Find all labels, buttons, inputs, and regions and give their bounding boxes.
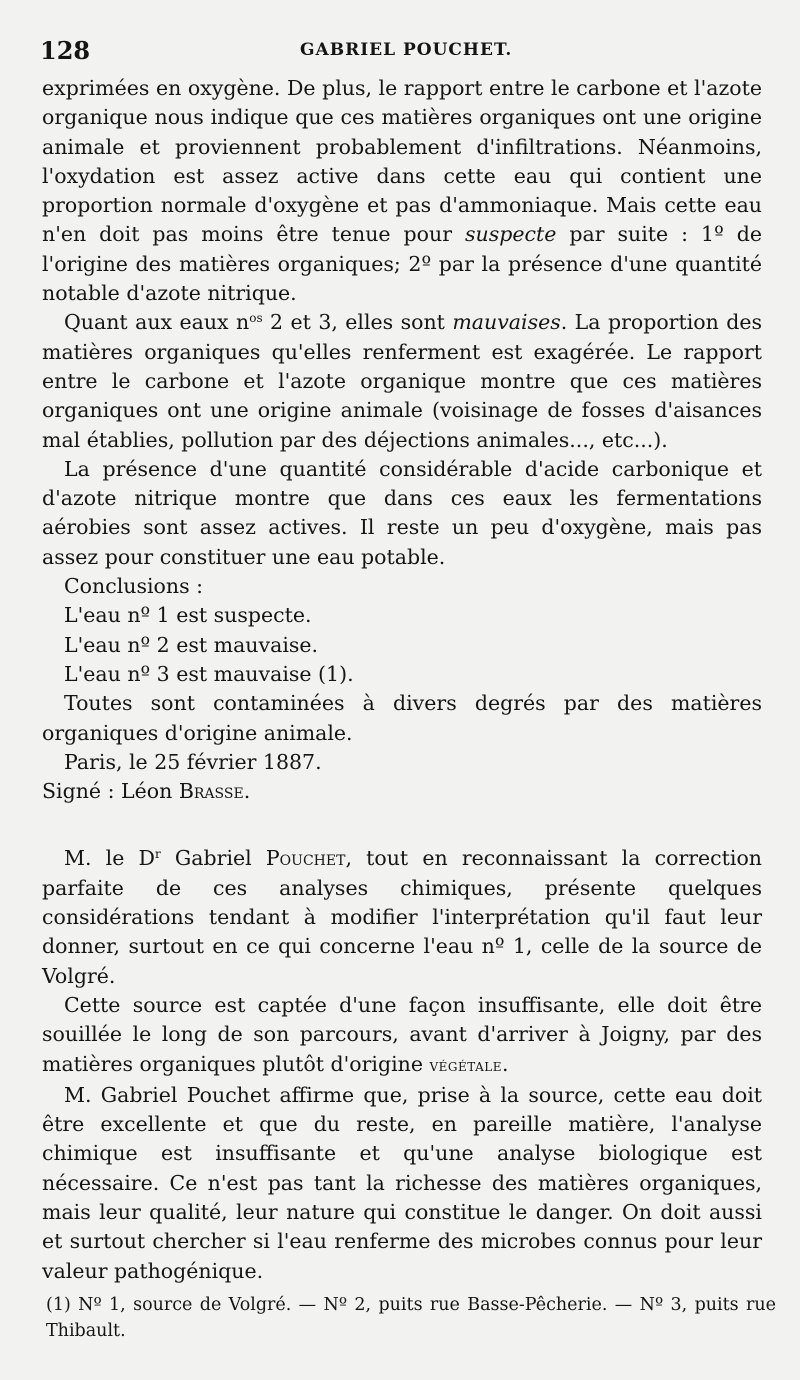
- emphasis-suspecte: suspecte: [465, 222, 557, 247]
- signature-name: Brasse: [178, 779, 244, 804]
- paragraph-text: Gabriel: [160, 846, 266, 871]
- conclusion-final: Toutes sont contaminées à divers degrés par des matières organiques d'origine animale.: [42, 691, 762, 745]
- page-header: [40, 36, 760, 70]
- footnote: (1) Nº 1, source de Volgré. — Nº 2, puits rue Basse-Pêcherie. — Nº 3, puits rue Thibault.: [46, 1295, 776, 1341]
- paragraph-text: 2 et 3, elles sont: [262, 310, 453, 335]
- paragraph-source: [42, 991, 762, 1081]
- emphasis-mauvaises: mauvaises: [452, 310, 561, 335]
- paragraph-eaux-2-3: [42, 308, 762, 454]
- running-title: GABRIEL POUCHET.: [300, 40, 513, 60]
- dateline: Paris, le 25 février 1887.: [64, 749, 322, 774]
- paragraph-text: exprimées en oxygène. De plus, le rapport entre le carbone et l'azote organique nous indique que ces matières organiques ont une origine animale et proviennent probablement d'infiltrations. Néanmoins, l'oxydation est assez active dans cette eau qui contient une proportion normale d'oxygène et pas d'ammoniaque. Mais cette eau n'en doit pas moins être tenue pour: [42, 76, 762, 247]
- paragraph-text: Cette source est captée d'une façon insuffisante, elle doit être souillée le long de son parcours, avant d'arriver à Joigny, par des matières organiques plutôt d'origine: [42, 992, 762, 1076]
- paragraph-continuation: [42, 74, 762, 308]
- paragraph-text: , tout en reconnaissant la correction parfaite de ces analyses chimiques, présente quelques considérations tendant à modifier l'interprétation qu'il faut leur donner, surtout en ce qui concerne l'eau nº 1, celle de la source de Volgré.: [42, 846, 762, 988]
- signature-suffix: .: [243, 779, 251, 804]
- superscript-os: os: [249, 311, 263, 326]
- page-body: [42, 74, 762, 1286]
- section-gap: [42, 806, 762, 844]
- paragraph-text: . La proportion des matières organiques qu'elles renferment est exagérée. Le rapport entre le carbone et l'azote organique montre que ces matières organiques ont une origine animale (voisinage de fosses d'aisances mal établies, pollution par des déjections animales..., etc...).: [42, 310, 763, 452]
- paragraph-fermentations: La présence d'une quantité considérable d'acide carbonique et d'azote nitrique montre que dans ces eaux les fermentations aérobies sont assez actives. Il reste un peu d'oxygène, mais pas assez pour constituer une eau potable.: [42, 456, 762, 569]
- conclusion-item-3: L'eau nº 3 est mauvaise (1).: [64, 661, 354, 686]
- signature-prefix: Signé : Léon: [42, 779, 179, 804]
- paragraph-pouchet-intro: [42, 844, 762, 990]
- term-vegetale: végétale: [429, 1055, 503, 1076]
- conclusion-item-2: L'eau nº 2 est mauvaise.: [64, 632, 319, 657]
- conclusions-heading: Conclusions :: [64, 574, 204, 599]
- paragraph-pouchet-affirme: M. Gabriel Pouchet affirme que, prise à la source, cette eau doit être excellente et que du reste, en pareille matière, l'analyse chimique est insuffisante et qu'une analyse biologique est nécessaire. Ce n'est pas tant la richesse des matières organiques, mais leur qualité, leur nature qui constitue le danger. On doit aussi et surtout chercher si l'eau renferme des microbes connus pour leur valeur pathogénique.: [42, 1082, 762, 1283]
- page-number: 128: [40, 36, 91, 65]
- name-pouchet: Pouchet: [265, 846, 346, 871]
- signature: [42, 777, 762, 806]
- superscript-r: r: [155, 847, 161, 862]
- conclusion-item-1: L'eau nº 1 est suspecte.: [64, 603, 312, 628]
- paragraph-text: .: [502, 1051, 509, 1076]
- paragraph-text: Quant aux eaux n: [64, 310, 250, 335]
- paragraph-text: par suite : 1º de l'origine des matières organiques; 2º par la présence d'une quantité notable d'azote nitrique.: [42, 222, 762, 306]
- paragraph-text: M. le D: [64, 846, 155, 871]
